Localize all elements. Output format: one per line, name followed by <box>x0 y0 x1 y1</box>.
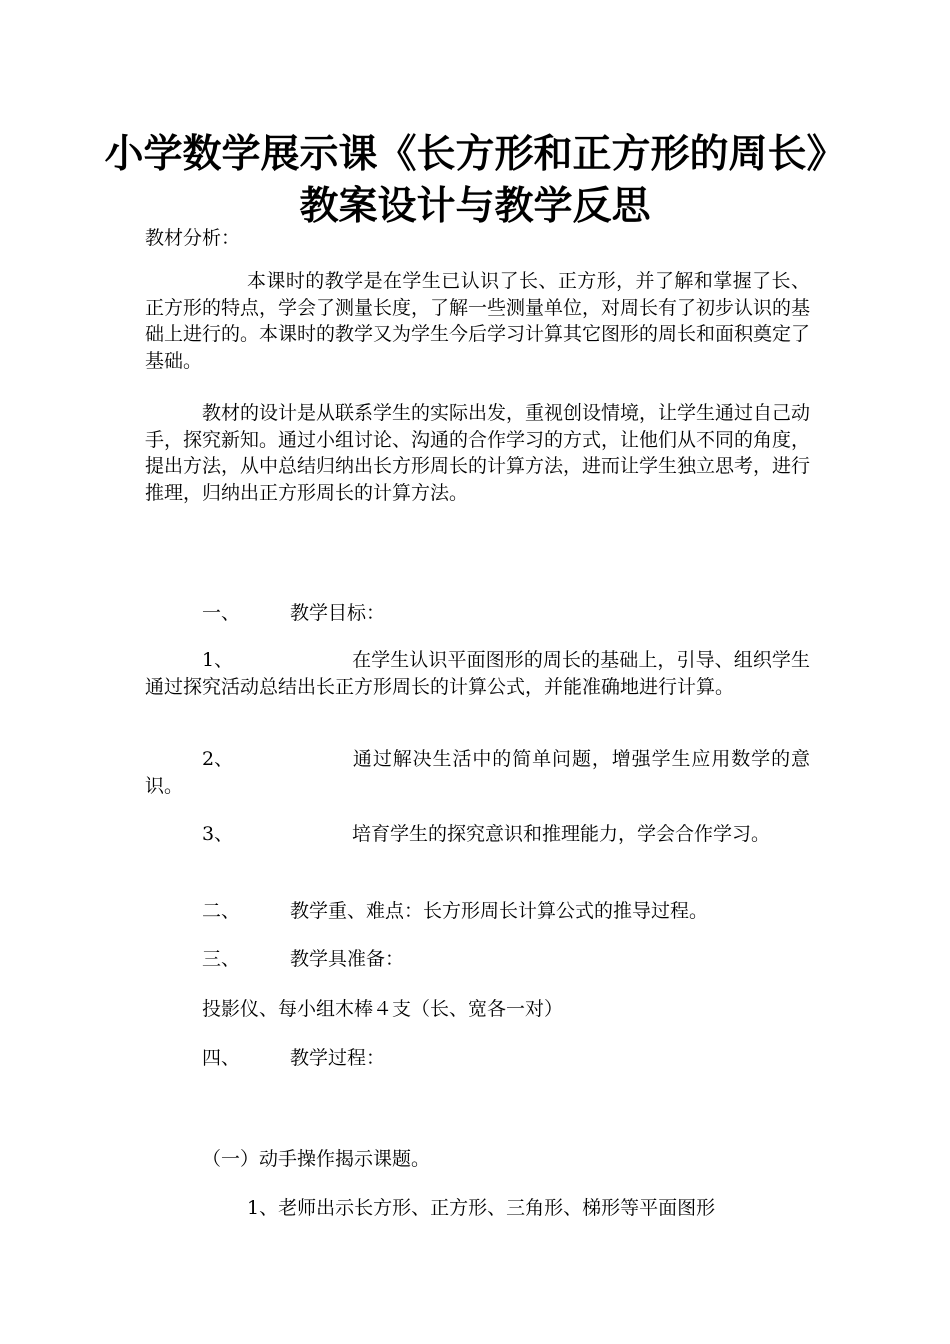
goal-number: 2、 <box>202 748 234 770</box>
goal-item-1 <box>145 647 810 700</box>
section-title: 教学过程： <box>290 1047 386 1069</box>
section-heading-materials <box>202 946 404 972</box>
goal-text: 培育学生的探究意识和推理能力，学会合作学习。 <box>352 823 771 845</box>
section-title: 教学重、难点：长方形周长计算公式的推导过程。 <box>290 900 709 922</box>
goal-text: 在学生认识平面图形的周长的基础上，引导、组织学生通过探究活动总结出长正方形周长的计算公式，并能准确地进行计算。 <box>145 649 810 698</box>
material-analysis-heading: 教材分析： <box>145 227 241 249</box>
section-number: 一、 <box>202 602 241 624</box>
materials-list: 投影仪、每小组木棒４支（长、宽各一对） <box>202 998 564 1020</box>
document-title: 小学数学展示课《长方形和正方形的周长》教案设计与教学反思 <box>104 131 846 229</box>
paragraph-intro: 本课时的教学是在学生已认识了长、正方形，并了解和掌握了长、正方形的特点，学会了测量长度，了解一些测量单位，对周长有了初步认识的基础上进行的。本课时的教学又为学生今后学习计算其它图形的周长和面积奠定了基础。 <box>145 270 811 372</box>
process-step-1-item-1: 1、老师出示长方形、正方形、三角形、梯形等平面图形 <box>247 1197 716 1219</box>
section-title: 教学目标： <box>290 602 386 624</box>
section-heading-key-points <box>202 898 708 924</box>
goal-number: 3、 <box>202 823 234 845</box>
section-heading-goals <box>202 600 385 626</box>
section-title: 教学具准备： <box>290 948 405 970</box>
goal-number: 1、 <box>202 649 234 671</box>
goal-text: 通过解决生活中的简单问题，增强学生应用数学的意识。 <box>145 748 810 797</box>
goal-item-2 <box>145 746 810 799</box>
section-number: 四、 <box>202 1047 241 1069</box>
section-number: 二、 <box>202 900 241 922</box>
paragraph-design: 教材的设计是从联系学生的实际出发，重视创设情境，让学生通过自己动手，探究新知。通过小组讨论、沟通的合作学习的方式，让他们从不同的角度，提出方法，从中总结归纳出长方形周长的计算方法，进而让学生独立思考，进行推理，归纳出正方形周长的计算方法。 <box>145 402 811 504</box>
section-heading-process <box>202 1045 385 1071</box>
goal-item-3 <box>145 821 810 848</box>
section-number: 三、 <box>202 948 241 970</box>
process-step-1: （一）动手操作揭示课题。 <box>202 1148 431 1170</box>
